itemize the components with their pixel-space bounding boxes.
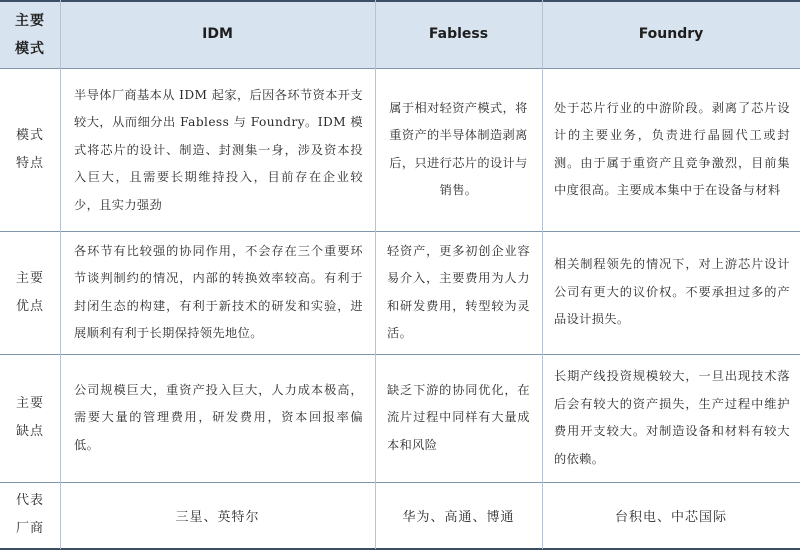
cell-wrapper xyxy=(542,68,800,231)
fabless-disadvantages-text: 缺乏下游的协同优化，在流片过程中同样有大量成本和风险 xyxy=(387,382,530,452)
fabless-features-text: 属于相对轻资产模式，将重资产的半导体制造剥离后，只进行芯片的设计与销售。 xyxy=(389,100,528,197)
header-foundry: Foundry xyxy=(638,26,704,42)
bottom-border xyxy=(0,548,800,550)
foundry-advantages-text: 相关制程领先的情况下，对上游芯片设计公司有更大的议价权。不要承担过多的产品设计损失。 xyxy=(554,257,790,327)
cell-wrapper xyxy=(60,68,375,231)
row-label-representatives: 代表 厂商 xyxy=(15,493,44,536)
idm-features-text: 半导体厂商基本从 IDM 起家，后因各环节资本开支较大，从而细分出 Fabless 与 Foundry。IDM 模式将芯片的设计、制造、封测集一身，涉及资本投入巨大，且需要长期维持投入，目前存在企业较少，且实力强劲 xyxy=(74,87,363,212)
cell-wrapper xyxy=(60,354,375,482)
idm-disadvantages-text: 公司规模巨大，重资产投入巨大，人力成本极高，需要大量的管理费用，研发费用，资本回报率偏低。 xyxy=(74,382,363,452)
cell-wrapper xyxy=(375,68,542,231)
row-label-features: 模式 特点 xyxy=(15,127,44,171)
cell-wrapper xyxy=(542,231,800,354)
header-fabless: Fabless xyxy=(428,26,489,42)
cell-wrapper xyxy=(375,231,542,354)
cell-wrapper xyxy=(375,354,542,482)
row-label-disadvantages: 主要 缺点 xyxy=(15,396,44,439)
row-label-advantages: 主要 优点 xyxy=(15,270,44,314)
foundry-features-text: 处于芯片行业的中游阶段。剥离了芯片设计的主要业务，负责进行晶圆代工或封测。由于属于重资产且竞争激烈，目前集中度很高。主要成本集中于在设备与材料 xyxy=(554,100,790,197)
header-idm: IDM xyxy=(202,26,233,42)
cell-wrapper xyxy=(542,354,800,482)
fabless-advantages-text: 轻资产，更多初创企业容易介入，主要费用为人力和研发费用，转型较为灵活。 xyxy=(387,243,530,340)
fabless-representatives: 华为、高通、博通 xyxy=(402,509,515,525)
cell-wrapper xyxy=(60,231,375,354)
idm-representatives: 三星、英特尔 xyxy=(175,509,260,525)
header-mode: 主要 模式 xyxy=(15,13,45,57)
foundry-disadvantages-text: 长期产线投资规模较大，一旦出现技术落后会有较大的资产损失，生产过程中维护费用开支较大。对制造设备和材料有较大的依赖。 xyxy=(554,369,790,466)
foundry-representatives: 台积电、中芯国际 xyxy=(614,509,727,525)
idm-advantages-text: 各环节有比较强的协同作用，不会存在三个重要环节谈判制约的情况，内部的转换效率较高。有利于封闭生态的构建，有利于新技术的研发和实验，进展顺利有利于长期保持领先地位。 xyxy=(74,243,363,340)
